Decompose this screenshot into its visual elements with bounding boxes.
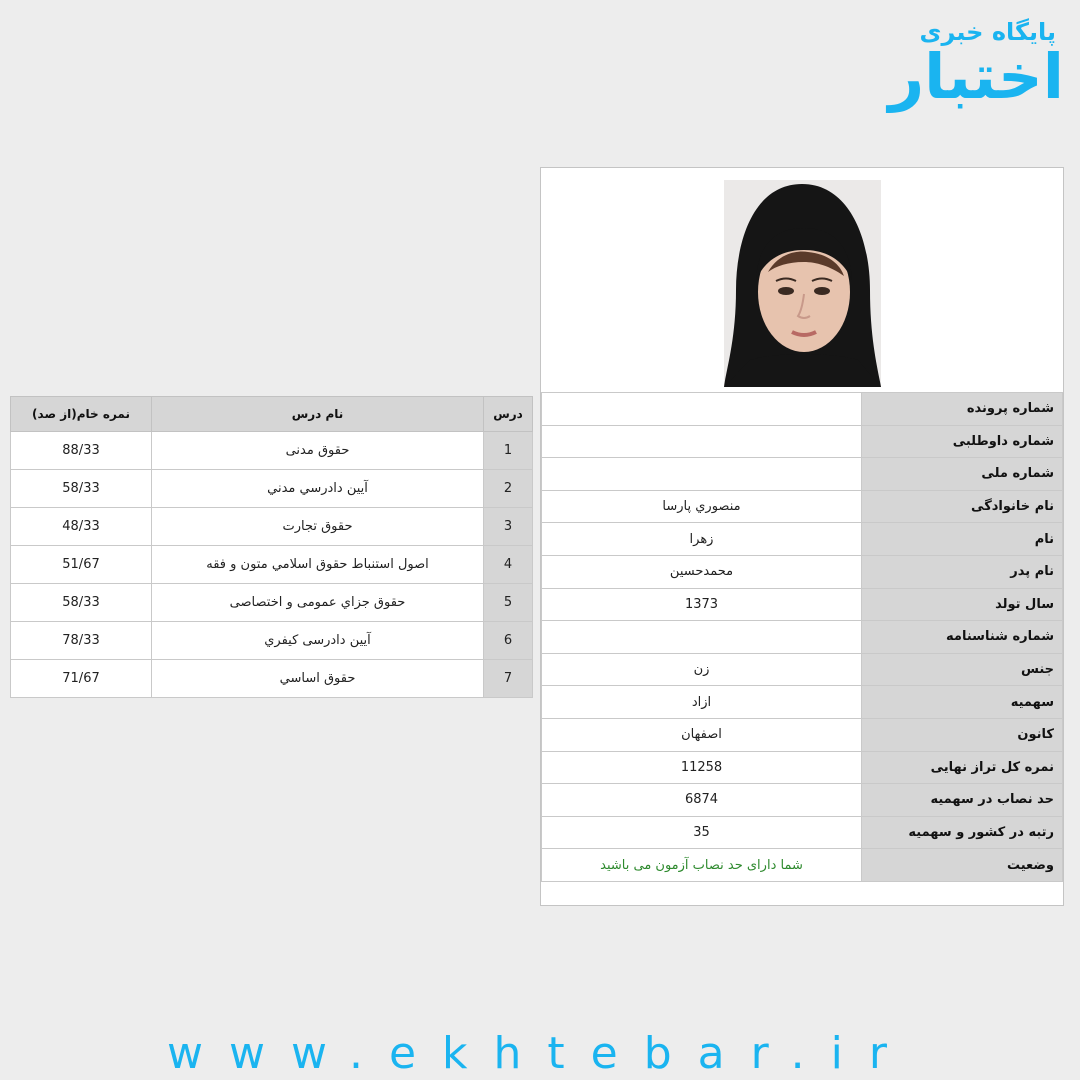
table-row [11, 470, 533, 508]
info-value [542, 621, 862, 654]
raw-score: 58/33 [11, 584, 152, 622]
course-number: 3 [484, 508, 533, 546]
raw-score: 71/67 [11, 660, 152, 698]
logo-title: اختبار [888, 40, 1064, 113]
info-label: شماره پرونده [862, 393, 1063, 426]
photo-area [541, 168, 1063, 391]
header-course-number: درس [484, 397, 533, 432]
course-number: 6 [484, 622, 533, 660]
course-name: حقوق تجارت [152, 508, 484, 546]
candidate-info-table [541, 392, 1063, 882]
raw-score: 78/33 [11, 622, 152, 660]
status-value: شما دارای حد نصاب آزمون می باشید [542, 849, 862, 882]
info-row [542, 621, 1063, 654]
table-row [11, 432, 533, 470]
info-value: 35 [542, 816, 862, 849]
table-row [11, 508, 533, 546]
course-number: 2 [484, 470, 533, 508]
portrait-image [724, 180, 881, 387]
info-row [542, 653, 1063, 686]
scores-header-row [11, 397, 533, 432]
info-label: رتبه در کشور و سهمیه [862, 816, 1063, 849]
course-scores-table [10, 396, 533, 698]
info-value: زن [542, 653, 862, 686]
info-row [542, 784, 1063, 817]
site-logo [870, 14, 1070, 134]
info-row [542, 686, 1063, 719]
raw-score: 58/33 [11, 470, 152, 508]
table-row [11, 660, 533, 698]
info-value: ازاد [542, 686, 862, 719]
table-row [11, 584, 533, 622]
course-number: 1 [484, 432, 533, 470]
info-label: وضعیت [862, 849, 1063, 882]
info-row [542, 555, 1063, 588]
header-course-name: نام درس [152, 397, 484, 432]
course-name: آيين دادرسي مدني [152, 470, 484, 508]
info-value: زهرا [542, 523, 862, 556]
info-row [542, 425, 1063, 458]
logo-subtitle: پایگاه خبری [919, 18, 1056, 46]
info-label: جنس [862, 653, 1063, 686]
site-url-footer: www.ekhtebar.ir [167, 1028, 913, 1079]
info-value: 1373 [542, 588, 862, 621]
info-label: شماره داوطلبی [862, 425, 1063, 458]
info-label: نام [862, 523, 1063, 556]
info-label: شماره ملی [862, 458, 1063, 491]
candidate-info-panel [540, 167, 1064, 906]
info-label: حد نصاب در سهمیه [862, 784, 1063, 817]
candidate-photo [724, 180, 881, 387]
table-row [11, 546, 533, 584]
course-number: 5 [484, 584, 533, 622]
info-value: 6874 [542, 784, 862, 817]
raw-score: 88/33 [11, 432, 152, 470]
info-row [542, 523, 1063, 556]
raw-score: 48/33 [11, 508, 152, 546]
info-label: نام خانوادگی [862, 490, 1063, 523]
info-row [542, 718, 1063, 751]
info-value: منصوري پارسا [542, 490, 862, 523]
info-row [542, 751, 1063, 784]
info-row [542, 458, 1063, 491]
info-value [542, 458, 862, 491]
table-row [11, 622, 533, 660]
course-name: حقوق مدنی [152, 432, 484, 470]
course-name: اصول استنباط حقوق اسلامي متون و فقه [152, 546, 484, 584]
course-number: 7 [484, 660, 533, 698]
course-name: آيين دادرسی كيفري [152, 622, 484, 660]
info-label: کانون [862, 718, 1063, 751]
course-number: 4 [484, 546, 533, 584]
info-row [542, 849, 1063, 882]
info-label: سال تولد [862, 588, 1063, 621]
info-value: 11258 [542, 751, 862, 784]
info-label: سهمیه [862, 686, 1063, 719]
info-row [542, 393, 1063, 426]
info-row [542, 588, 1063, 621]
info-row [542, 490, 1063, 523]
raw-score: 51/67 [11, 546, 152, 584]
info-row [542, 816, 1063, 849]
info-value [542, 393, 862, 426]
info-value: محمدحسین [542, 555, 862, 588]
info-label: نام پدر [862, 555, 1063, 588]
info-label: نمره کل تراز نهایی [862, 751, 1063, 784]
course-name: حقوق اساسي [152, 660, 484, 698]
course-name: حقوق جزاي عمومی و اختصاصی [152, 584, 484, 622]
info-label: شماره شناسنامه [862, 621, 1063, 654]
info-value: اصفهان [542, 718, 862, 751]
info-value [542, 425, 862, 458]
header-raw-score: نمره خام(از صد) [11, 397, 152, 432]
